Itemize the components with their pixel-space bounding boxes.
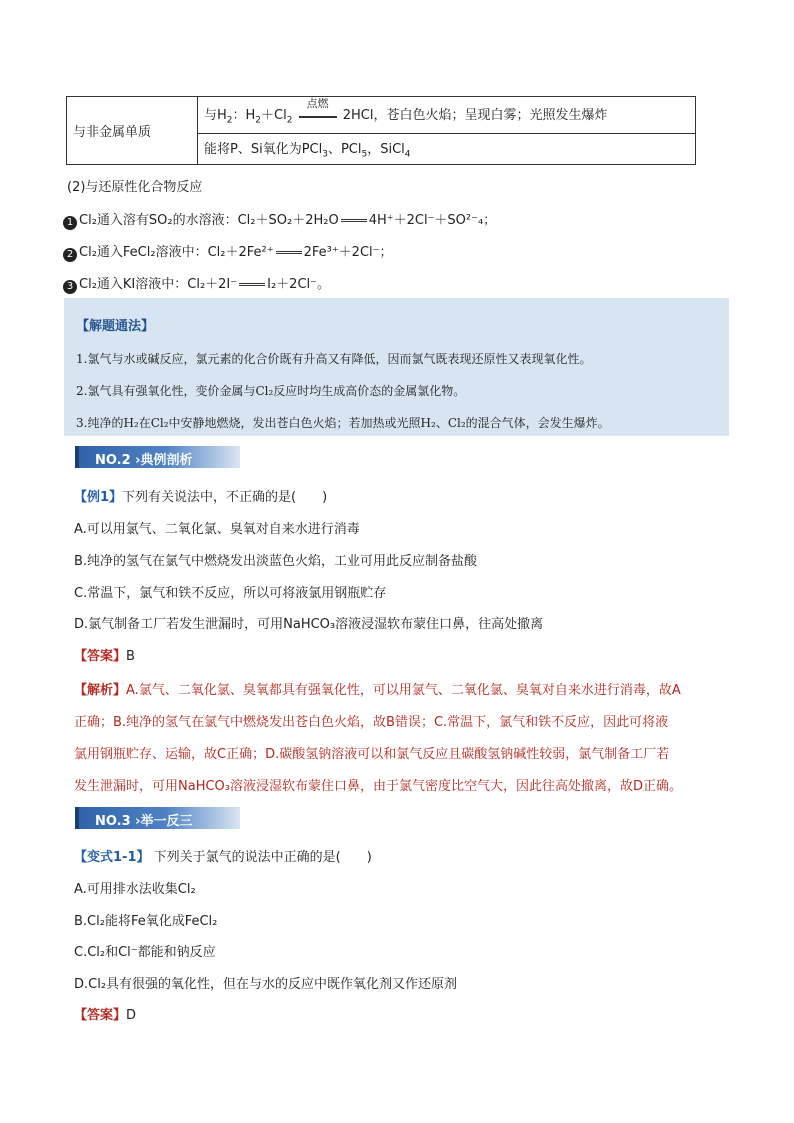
reaction-item-3 bbox=[63, 277, 330, 294]
eq-left: ：H bbox=[232, 108, 256, 124]
eq-plus-cl: ＋Cl bbox=[261, 108, 287, 124]
table-cell-phosphorus bbox=[198, 134, 696, 165]
option-b: B.Cl₂能将Fe氧化成FeCl₂ bbox=[74, 914, 218, 929]
reaction-lhs: Cl₂通入KI溶液中：Cl₂＋2I⁻ bbox=[79, 277, 238, 292]
tips-line: 1.氯气与水或碱反应，氯元素的化合价既有升高又有降低，因而氯气既表现还原性又表现氧化性。 bbox=[76, 352, 592, 366]
option-d: D.Cl₂具有很强的氧化性，但在与水的反应中既作氧化剂又作还原剂 bbox=[74, 977, 458, 992]
variant-question bbox=[74, 850, 372, 866]
properties-table bbox=[66, 96, 696, 165]
option-c: C.Cl₂和Cl⁻都能和钠反应 bbox=[74, 945, 216, 960]
tips-box bbox=[64, 298, 729, 436]
answer-value: D bbox=[126, 1008, 137, 1023]
reaction-item-2 bbox=[63, 245, 393, 262]
reaction-condition: 点燃 bbox=[306, 97, 329, 111]
option-d: D.氯气制备工厂若发生泄漏时，可用NaHCO₃溶液浸湿软布蒙住口鼻，往高处撤离 bbox=[74, 617, 544, 632]
answer-line bbox=[74, 649, 135, 665]
question-text: 下列有关说法中，不正确的是( ) bbox=[122, 490, 328, 505]
analysis-line-3: 氯用钢瓶贮存、运输，故C正确；D.碳酸氢钠溶液可以和氯气反应且碳酸氢钠碱性较弱，氯气制备工厂若 bbox=[74, 747, 670, 762]
option-c: C.常温下，氯气和铁不反应，所以可将液氯用钢瓶贮存 bbox=[74, 586, 387, 601]
row2-sub2: 5 bbox=[361, 149, 368, 160]
section-heading: (2)与还原性化合物反应 bbox=[67, 180, 203, 195]
tips-line: 3.纯净的H₂在Cl₂中安静地燃烧，发出苍白色火焰；若加热或光照H₂、Cl₂的混合气体，会发生爆炸。 bbox=[76, 416, 610, 430]
table-cell-hydrogen: 与$H_2$：$H_2+Cl_2$ 点燃 2HCl，苍白色火焰；呈现白雾；光照发生爆炸 bbox=[198, 97, 696, 134]
question-text: 下列关于氯气的说法中正确的是( ) bbox=[153, 850, 372, 865]
reaction-rhs: 4H⁺＋2Cl⁻＋SO²⁻₄； bbox=[368, 213, 497, 228]
analysis-line-4: 发生泄漏时，可用NaHCO₃溶液浸湿软布蒙住口鼻，由于氯气密度比空气大，因此往高处撤离，故D正确。 bbox=[74, 779, 682, 794]
analysis-line-2: 正确；B.纯净的氢气在氯气中燃烧发出苍白色火焰，故B错误；C.常温下，氯气和铁不反应，因此可将液 bbox=[74, 715, 669, 730]
option-b: B.纯净的氢气在氯气中燃烧发出淡蓝色火焰，工业可用此反应制备盐酸 bbox=[74, 554, 478, 569]
reaction-lhs: Cl₂通入FeCl₂溶液中：Cl₂＋2Fe²⁺ bbox=[79, 245, 274, 260]
row2-text-b: 、PCl bbox=[327, 142, 362, 158]
equals-sign bbox=[341, 219, 367, 222]
h2-prefix: 与H bbox=[204, 108, 227, 124]
item-number: 2 bbox=[63, 248, 77, 262]
example-label: 【例1】 bbox=[74, 490, 123, 505]
analysis-line-1 bbox=[74, 679, 681, 698]
reaction-lhs: Cl₂通入溶有SO₂的水溶液：Cl₂＋SO₂＋2H₂O bbox=[79, 213, 339, 228]
answer-label: 【答案】 bbox=[74, 1008, 127, 1023]
row2-sub3: 4 bbox=[404, 149, 411, 160]
row2-text-c: ，SiCl bbox=[367, 142, 405, 158]
section-banner-practice bbox=[75, 807, 240, 829]
equals-sign bbox=[239, 283, 265, 286]
tips-title: 【解题通法】 bbox=[76, 319, 155, 334]
answer-value: B bbox=[126, 649, 135, 664]
equals-sign bbox=[276, 251, 302, 254]
banner-label: NO.3 ›举一反三 bbox=[95, 814, 193, 829]
analysis-text: A.氯气、二氧化氯、臭氧都具有强氧化性，可以用氯气、二氧化氯、臭氧对自来水进行消毒，故A bbox=[126, 683, 681, 698]
item-number: 1 bbox=[63, 216, 77, 230]
reaction-arrow bbox=[299, 97, 337, 124]
variant-answer-line bbox=[74, 1008, 136, 1024]
analysis-label: 【解析】 bbox=[74, 683, 127, 698]
option-a: A.可用排水法收集Cl₂ bbox=[74, 882, 196, 897]
reaction-rhs: I₂＋2Cl⁻。 bbox=[267, 277, 331, 292]
answer-label: 【答案】 bbox=[74, 649, 127, 664]
variant-label: 【变式1-1】 bbox=[74, 850, 150, 865]
section-banner-examples bbox=[75, 446, 240, 468]
option-a: A.可以用氯气、二氧化氯、臭氧对自来水进行消毒 bbox=[74, 522, 360, 537]
item-number: 3 bbox=[63, 280, 77, 294]
table-row-label: 与非金属单质 bbox=[67, 97, 198, 165]
row2-sub1: 3 bbox=[322, 149, 328, 160]
row2-text-a: 能将P、Si氧化为PCl bbox=[204, 142, 323, 158]
banner-label: NO.2 ›典例剖析 bbox=[95, 453, 193, 468]
reaction-rhs: 2Fe³⁺＋2Cl⁻； bbox=[303, 245, 393, 260]
example-question bbox=[74, 490, 327, 506]
reaction-product: 2HCl，苍白色火焰；呈现白雾；光照发生爆炸 bbox=[342, 108, 608, 124]
tips-line: 2.氯气具有强氧化性，变价金属与Cl₂反应时均生成高价态的金属氯化物。 bbox=[76, 384, 466, 398]
reaction-item-1 bbox=[63, 213, 496, 230]
